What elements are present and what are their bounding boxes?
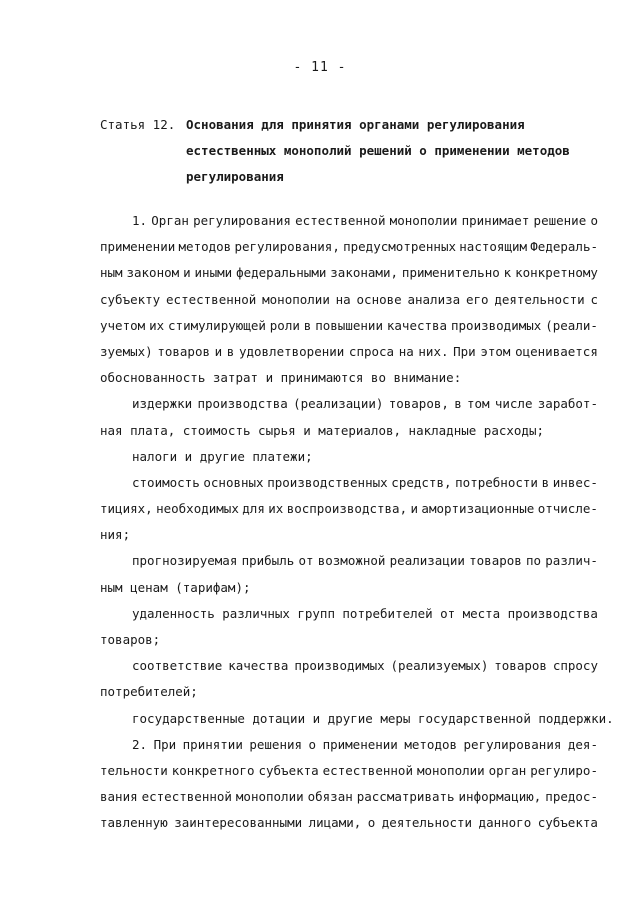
- body-line: товаров;: [100, 632, 161, 647]
- body-line: обоснованность затрат и принимаются во внимание:: [100, 370, 462, 386]
- article-header-row-3: [100, 164, 600, 190]
- body-line: зуемых) товаров и в удовлетворении спроса на них. При этом оценивается: [100, 343, 598, 359]
- body-line: прогнозируемая прибыль от возможной реализации товаров по различ-: [132, 553, 598, 569]
- body-line: 1. Орган регулирования естественной монополии принимает решение о: [132, 213, 598, 228]
- body-line: стоимость основных производственных средств, потребности в инвес-: [132, 474, 598, 490]
- article-title-line-2: естественных монополий решений о применении методов: [186, 143, 570, 158]
- body-line: издержки производства (реализации) товаров, в том числе заработ-: [132, 396, 598, 412]
- body-line: применении методов регулирования, предусмотренных настоящим Федераль-: [100, 239, 598, 255]
- body-line: государственные дотации и другие меры государственной поддержки.: [132, 710, 614, 726]
- body-line: налоги и другие платежи;: [132, 448, 313, 464]
- body-line: потребителей;: [100, 684, 198, 700]
- article-header-row-2: [100, 138, 600, 164]
- article-header-row-1: [100, 112, 600, 138]
- body-line: тельности конкретного субъекта естественной монополии орган регулиро-: [100, 762, 598, 778]
- body-line: тициях, необходимых для их воспроизводства, и амортизационные отчисле-: [100, 501, 598, 517]
- body-line: вания естественной монополии обязан рассматривать информацию, предос-: [100, 789, 598, 805]
- body-line: учетом их стимулирующей роли в повышении качества производимых (реали-: [100, 317, 598, 333]
- body-line: 2. При принятии решения о применении методов регулирования дея-: [132, 736, 598, 752]
- body-line: ния;: [100, 527, 131, 543]
- article-title-line-1: Основания для принятия органами регулирования: [186, 117, 525, 132]
- article-label: Статья 12.: [100, 117, 176, 132]
- body-line: удаленность различных групп потребителей от места производства: [132, 605, 598, 621]
- article-header: [100, 112, 600, 190]
- article-title-line-3: регулирования: [186, 169, 284, 184]
- body-line: соответствие качества производимых (реализуемых) товаров спросу: [132, 658, 598, 674]
- body-line: ная плата, стоимость сырья и материалов, накладные расходы;: [100, 422, 545, 438]
- article-body: [100, 208, 614, 837]
- body-line: тавленную заинтересованными лицами, о деятельности данного субъекта: [100, 815, 598, 831]
- body-line: ным ценам (тарифам);: [100, 579, 251, 595]
- body-line: ным законом и иными федеральными законами, применительно к конкретному: [100, 265, 598, 281]
- page-number: - 11 -: [293, 60, 347, 75]
- body-line: субъекту естественной монополии на основе анализа его деятельности с: [100, 291, 598, 307]
